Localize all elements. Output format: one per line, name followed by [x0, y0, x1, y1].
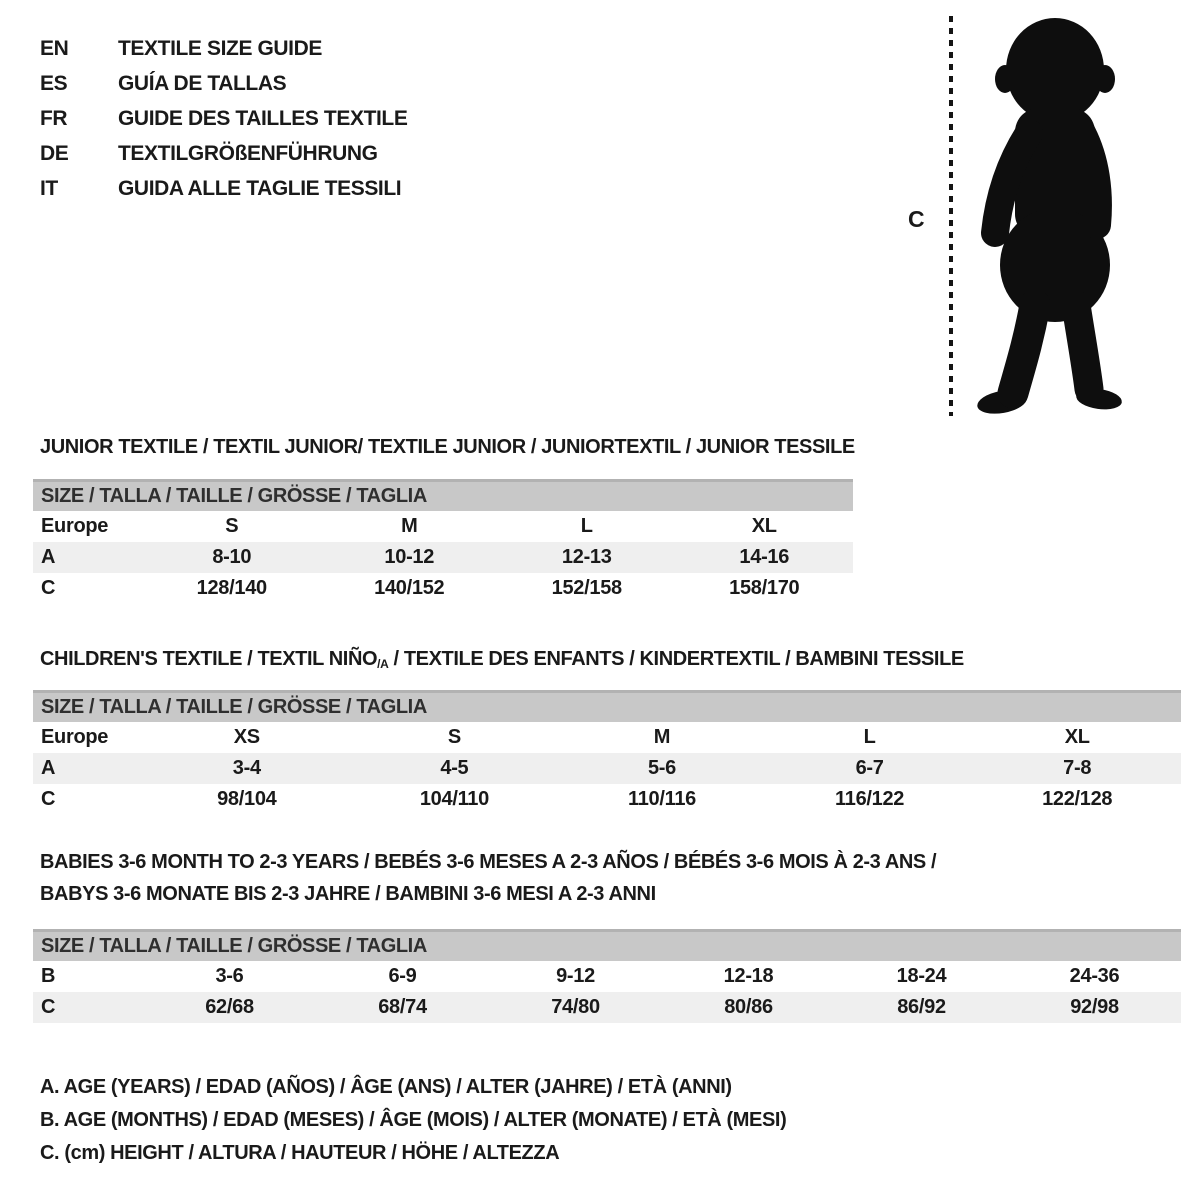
row-label: A [41, 546, 56, 568]
height-cell: 92/98 [1070, 996, 1119, 1018]
baby-silhouette-icon [955, 13, 1145, 417]
age-cell: 8-10 [212, 546, 252, 568]
age-cell: 6-7 [855, 757, 884, 779]
age-cell: 10-12 [384, 546, 435, 568]
junior-size-table [33, 479, 853, 604]
height-measure-dashed-line [949, 16, 953, 416]
lang-title: TEXTILGRÖßENFÜHRUNG [118, 141, 378, 165]
children-title-prefix: CHILDREN'S TEXTILE / TEXTIL NIÑO [40, 648, 378, 670]
language-title-list [40, 31, 407, 206]
height-cell: 110/116 [627, 788, 696, 810]
size-cell: M [401, 515, 418, 537]
height-cell: 128/140 [196, 577, 267, 599]
lang-code: DE [40, 141, 69, 165]
row-label: A [41, 757, 56, 779]
table-row-europe [33, 511, 853, 542]
children-size-table [33, 690, 1181, 815]
size-cell: XL [1064, 726, 1090, 748]
height-cell: 98/104 [217, 788, 277, 810]
size-cell: M [653, 726, 671, 748]
age-cell: 7-8 [1063, 757, 1092, 779]
row-label: B [41, 965, 56, 987]
table-row-age-months [33, 961, 1181, 992]
height-cell: 74/80 [551, 996, 600, 1018]
babies-size-table [33, 929, 1181, 1023]
table-row-age [33, 542, 853, 573]
lang-title: GUÍA DE TALLAS [118, 71, 287, 95]
lang-row-it [40, 171, 407, 206]
row-label: C [41, 996, 56, 1018]
lang-row-fr [40, 101, 407, 136]
row-label: C [41, 788, 56, 810]
height-cell: 122/128 [1042, 788, 1113, 810]
height-cell: 80/86 [724, 996, 773, 1018]
height-cell: 86/92 [897, 996, 946, 1018]
row-label: C [41, 577, 56, 599]
size-cell: S [447, 726, 461, 748]
babies-section-title-line2: BABYS 3-6 MONATE BIS 2-3 JAHRE / BAMBINI 3-6 MESI A 2-3 ANNI [40, 883, 656, 905]
children-title-subscript: /A [377, 657, 389, 671]
legend [40, 1071, 786, 1170]
table-row-height [33, 992, 1181, 1023]
age-cell: 18-24 [896, 965, 947, 987]
lang-row-es [40, 66, 407, 101]
height-cell: 140/152 [374, 577, 445, 599]
size-cell: L [863, 726, 876, 748]
legend-line-b: B. AGE (MONTHS) / EDAD (MESES) / ÂGE (MOIS) / ALTER (MONATE) / ETÀ (MESI) [40, 1109, 787, 1131]
age-cell: 3-4 [232, 757, 261, 779]
lang-code: ES [40, 71, 68, 95]
size-cell: XS [233, 726, 260, 748]
row-label: Europe [41, 515, 109, 537]
lang-row-en [40, 31, 407, 66]
height-cell: 104/110 [419, 788, 489, 810]
lang-title: GUIDE DES TAILLES TEXTILE [118, 106, 408, 130]
table-row-height [33, 573, 853, 604]
babies-size-header: SIZE / TALLA / TAILLE / GRÖSSE / TAGLIA [33, 929, 1181, 961]
junior-size-header: SIZE / TALLA / TAILLE / GRÖSSE / TAGLIA [33, 479, 853, 511]
age-cell: 5-6 [647, 757, 676, 779]
age-cell: 12-18 [723, 965, 774, 987]
age-cell: 9-12 [556, 965, 595, 987]
legend-line-c: C. (cm) HEIGHT / ALTURA / HAUTEUR / HÖHE / ALTEZZA [40, 1142, 560, 1164]
age-cell: 6-9 [388, 965, 417, 987]
babies-section-title-line1: BABIES 3-6 MONTH TO 2-3 YEARS / BEBÉS 3-6 MESES A 2-3 AÑOS / BÉBÉS 3-6 MOIS À 2-3 ANS / [40, 851, 937, 873]
children-size-header: SIZE / TALLA / TAILLE / GRÖSSE / TAGLIA [33, 690, 1181, 722]
height-cell: 62/68 [205, 996, 254, 1018]
age-cell: 24-36 [1069, 965, 1120, 987]
height-measure-label: C [908, 206, 925, 232]
table-row-europe [33, 722, 1181, 753]
row-label: Europe [41, 726, 109, 748]
table-row-height [33, 784, 1181, 815]
lang-code: FR [40, 106, 68, 130]
height-cell: 116/122 [835, 788, 905, 810]
legend-line-a: A. AGE (YEARS) / EDAD (AÑOS) / ÂGE (ANS) / ALTER (JAHRE) / ETÀ (ANNI) [40, 1076, 732, 1098]
age-cell: 12-13 [561, 546, 612, 568]
children-section-title [40, 648, 964, 671]
lang-row-de [40, 136, 407, 171]
size-cell: L [580, 515, 593, 537]
height-cell: 152/158 [551, 577, 622, 599]
age-cell: 3-6 [215, 965, 244, 987]
height-cell: 68/74 [378, 996, 427, 1018]
lang-title: GUIDA ALLE TAGLIE TESSILI [118, 176, 402, 200]
size-cell: XL [751, 515, 777, 537]
age-cell: 4-5 [440, 757, 469, 779]
table-row-age [33, 753, 1181, 784]
children-title-suffix: / TEXTILE DES ENFANTS / KINDERTEXTIL / BAMBINI TESSILE [388, 648, 964, 670]
height-cell: 158/170 [729, 577, 800, 599]
size-cell: S [225, 515, 239, 537]
age-cell: 14-16 [739, 546, 790, 568]
lang-code: IT [40, 176, 58, 200]
lang-title: TEXTILE SIZE GUIDE [118, 36, 322, 60]
lang-code: EN [40, 36, 69, 60]
junior-section-title: JUNIOR TEXTILE / TEXTIL JUNIOR/ TEXTILE JUNIOR / JUNIORTEXTIL / JUNIOR TESSILE [40, 436, 855, 458]
